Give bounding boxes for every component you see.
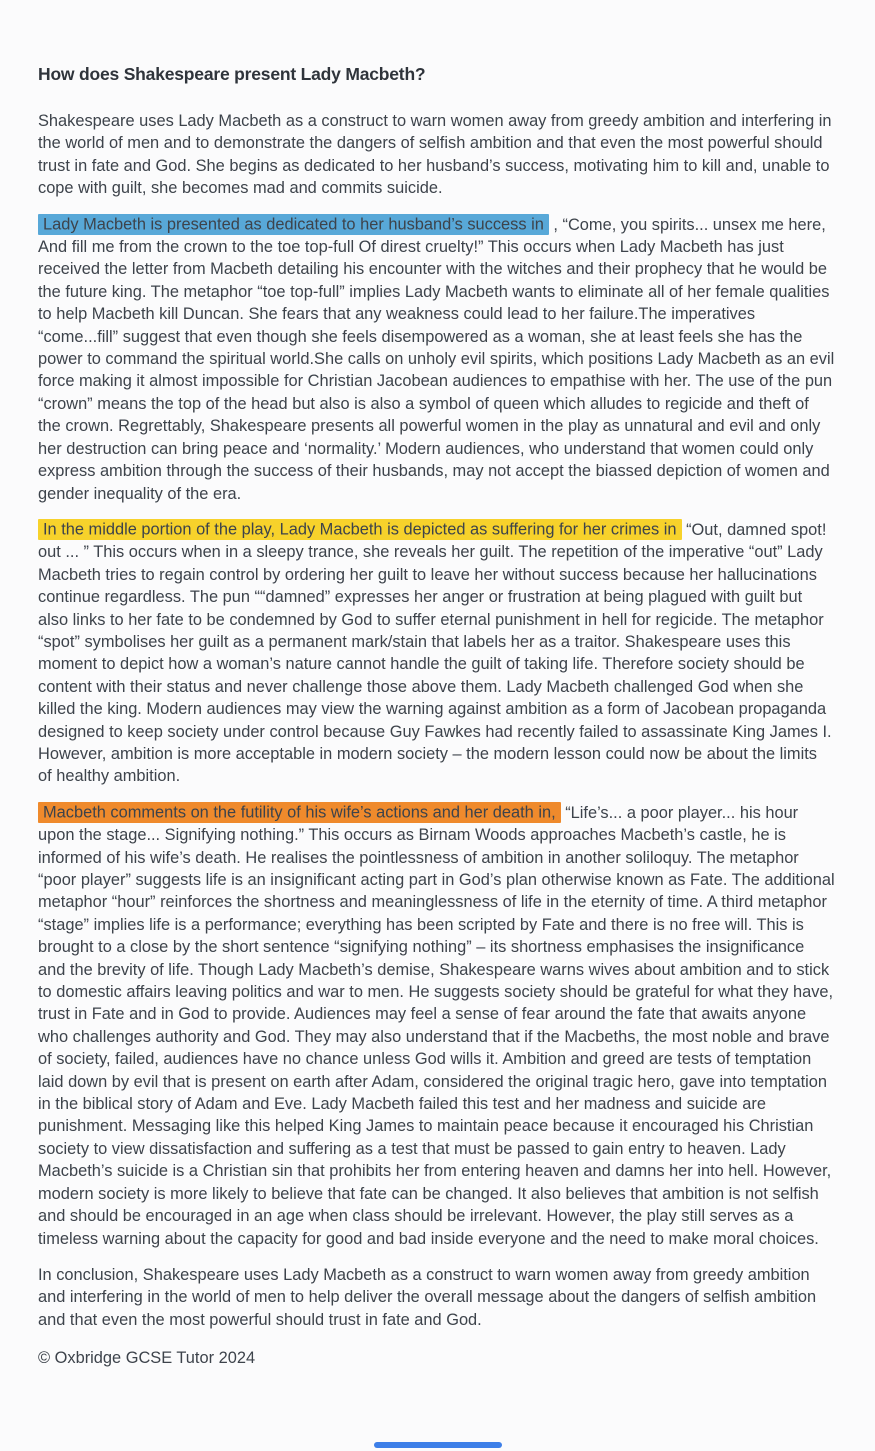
conclusion-paragraph: In conclusion, Shakespeare uses Lady Macbeth as a construct to warn women away from greedy ambition and interfering in the world of men to help deliver the overall message about the dangers of selfish ambition and that even the most powerful should trust in fate and God. — [38, 1265, 817, 1329]
paragraph-futility-death — [38, 802, 835, 1250]
intro-paragraph: Shakespeare uses Lady Macbeth as a construct to warn women away from greedy ambition and interfering in the world of men and to demonstrate the dangers of selfish ambition and that even the most powerful should trust in fate and God. She begins as dedicated to her husband’s success, motivating him to kill and, unable to cope with guilt, she becomes mad and commits suicide. — [38, 112, 832, 198]
paragraph-body-text: “Out, damned spot! out ... ” This occurs when in a sleepy trance, she reveals her guilt. The repetition of the imperative “out” Lady Macbeth tries to regain control by ordering her guilt to leave her without success because her hallucinations continue regardless. The pun ““damned” expresses her anger or frustration at being plagued with guilt but also links to her fate to be condemned by God to suffer eternal punishment in hell for regicide. The metaphor “spot” symbolises her guilt as a permanent mark/stain that labels her as a traitor. Shakespeare uses this moment to depict how a woman’s nature cannot handle the guilt of taking life. Therefore society should be content with their status and never challenge those above them. Lady Macbeth challenged God when she killed the king. Modern audiences may view the warning against ambition as a form of Jacobean propaganda designed to keep society under control because Guy Fawkes had recently failed to assassinate King James I. However, ambition is more acceptable in modern society – the modern lesson could now be about the limits of healthy ambition. — [38, 520, 832, 786]
orange-highlighted-thesis: Macbeth comments on the futility of his wife’s actions and her death in, — [38, 802, 561, 823]
paragraph-husband-success — [38, 214, 835, 505]
bottom-scrollbar-thumb[interactable] — [374, 1442, 502, 1448]
paragraph-body-text: “Life’s... a poor player... his hour upon the stage... Signifying nothing.” This occurs as Birnam Woods approaches Macbeth’s castle, he is informed of his wife’s death. He realises the pointlessness of ambition in another soliloquy. The metaphor “poor player” suggests life is an insignificant acting part in God’s plan otherwise known as Fate. The additional metaphor “hour” reinforces the shortness and meaninglessness of life in the eternity of time. A third metaphor “stage” implies life is a performance; everything has been scripted by Fate and there is no free will. This is brought to a close by the short sentence “signifying nothing” – its shortness emphasises the insignificance and the brevity of life. Though Lady Macbeth’s demise, Shakespeare warns wives about ambition and to stick to domestic affairs leaving politics and war to men. He suggests society should be grateful for what they have, trust in Fate and in God to provide. Audiences may feel a sense of fear around the fate that awaits anyone who challenges authority and God. They may also understand that if the Macbeths, the most noble and brave of society, failed, audiences have no chance unless God wills it. Ambition and greed are tests of temptation laid down by evil that is present on earth after Adam, considered the original tragic hero, gave into temptation in the biblical story of Adam and Eve. Lady Macbeth failed this test and her madness and suicide are punishment. Messaging like this helped King James to maintain peace because it encouraged his Christian society to view dissatisfaction and suffering as a test that must be passed to gain entry to heaven. Lady Macbeth’s suicide is a Christian sin that prohibits her from entering heaven and damns her into hell. However, modern society is more likely to believe that fate can be changed. It also believes that ambition is not selfish and should be encouraged in an age when class should be irrelevant. However, the play still serves as a timeless warning about the capacity for good and bad inside everyone and the need to make moral choices. — [38, 803, 835, 1248]
paragraph-body-text: , “Come, you spirits... unsex me here, And fill me from the crown to the toe top-full Of direst cruelty!” This occurs when Lady Macbeth has just received the letter from Macbeth detailing his encounter with the witches and their prophecy that he would be the future king. The metaphor “toe top-full” implies Lady Macbeth wants to eliminate all of her female qualities to help Macbeth kill Duncan. She fears that any weakness could lead to her failure.The imperatives “come...fill” suggest that even though she feels disempowered as a woman, she at least feels she has the power to command the spiritual world.She calls on unholy evil spirits, which positions Lady Macbeth as an evil force making it almost impossible for Christian Jacobean audiences to empathise with her. The use of the pun “crown” means the top of the head but also is also a symbol of queen which alludes to regicide and theft of the crown. Regrettably, Shakespeare presents all powerful women in the play as unnatural and evil and only her destruction can bring peace and ‘normality.’ Modern audiences, who understand that women could only express ambition through the success of their husbands, may not accept the biassed depiction of women and gender inequality of the era. — [38, 215, 835, 503]
yellow-highlighted-thesis: In the middle portion of the play, Lady Macbeth is depicted as suffering for her crimes in — [38, 519, 682, 540]
paragraph-suffering-crimes — [38, 519, 835, 788]
blue-highlighted-thesis: Lady Macbeth is presented as dedicated to her husband’s success in — [38, 214, 549, 235]
page-title: How does Shakespeare present Lady Macbeth? — [38, 64, 426, 84]
copyright-footer: © Oxbridge GCSE Tutor 2024 — [38, 1349, 256, 1368]
